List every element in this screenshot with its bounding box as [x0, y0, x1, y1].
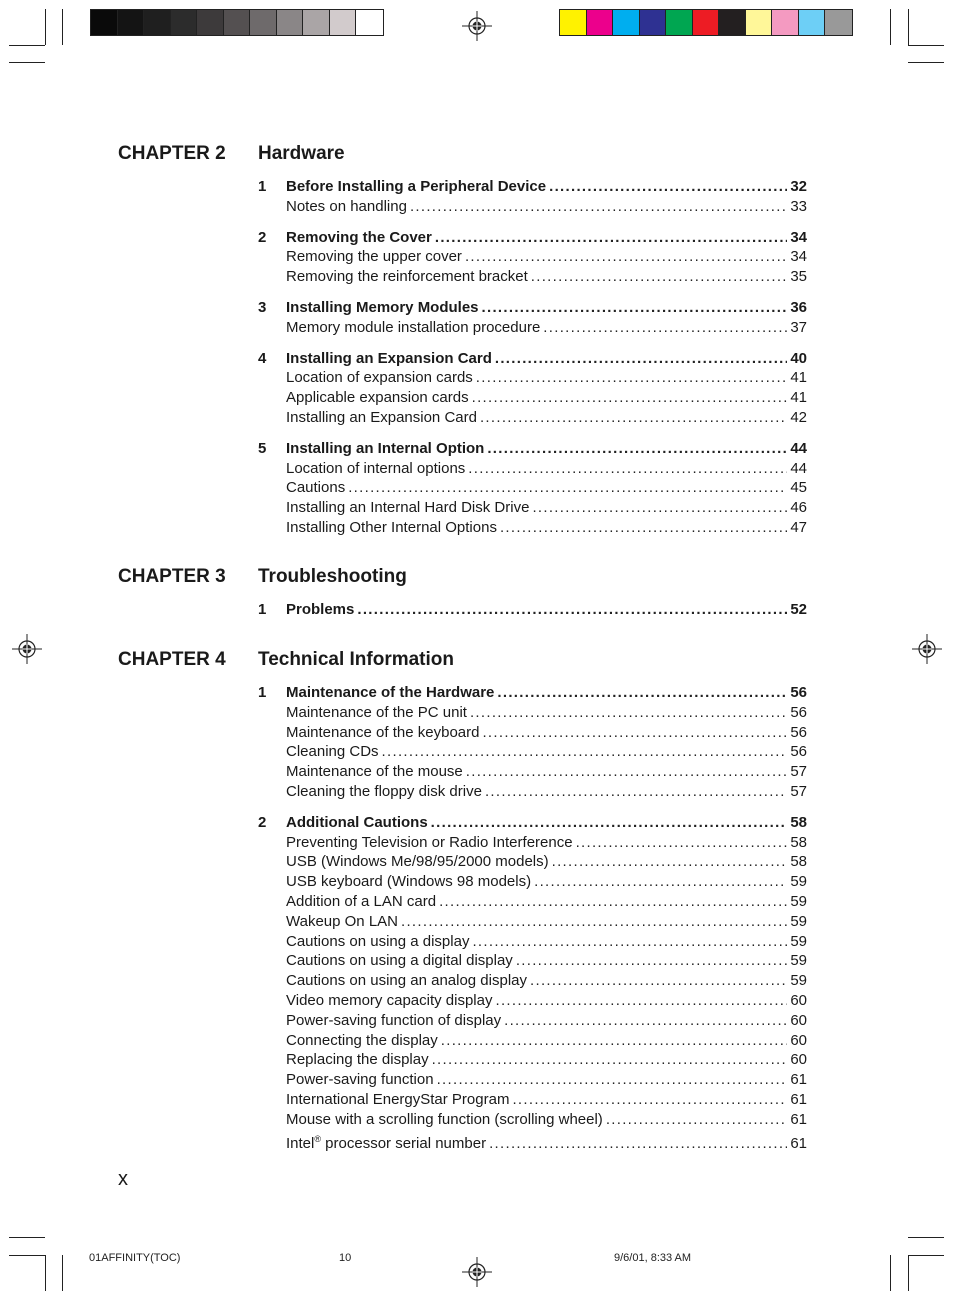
toc-section	[258, 298, 807, 338]
entry-title: Cautions on using a digital display	[286, 952, 513, 970]
page-ref: 40	[790, 349, 807, 367]
color-swatch	[250, 10, 277, 35]
dot-leader	[439, 892, 787, 912]
page-ref: 52	[790, 601, 807, 618]
entry-title: Preventing Television or Radio Interference	[286, 833, 573, 851]
chapter-label: CHAPTER 2	[118, 143, 226, 164]
entry-title: Installing Memory Modules	[286, 299, 479, 316]
entry-title-part: Intel	[286, 1134, 315, 1152]
toc-subentry[interactable]	[258, 197, 807, 217]
chapter-heading	[118, 566, 818, 592]
color-swatch	[330, 10, 357, 35]
section-number: 1	[258, 601, 267, 618]
entry-title: Problems	[286, 601, 355, 618]
toc-subentry[interactable]	[258, 459, 807, 479]
toc-subentry[interactable]	[258, 267, 807, 287]
entry-title: USB (Windows Me/98/95/2000 models)	[286, 853, 549, 871]
page-number-label: x	[118, 1168, 128, 1190]
dot-leader	[432, 1050, 788, 1070]
dot-leader	[495, 349, 787, 369]
entry-title: Maintenance of the keyboard	[286, 723, 480, 741]
page-ref: 59	[790, 892, 807, 910]
color-swatch	[587, 10, 614, 35]
page-ref: 58	[790, 813, 807, 831]
page-ref: 61	[790, 1110, 807, 1128]
toc-section	[258, 683, 807, 802]
dot-leader	[489, 1134, 787, 1154]
toc-subentry[interactable]	[258, 912, 807, 932]
toc-subentry[interactable]	[258, 1090, 807, 1110]
page-ref: 60	[790, 1031, 807, 1049]
chapter-block	[118, 566, 818, 618]
toc-subentry[interactable]	[258, 1110, 807, 1130]
section-number: 2	[258, 813, 267, 831]
toc-subentry[interactable]	[258, 498, 807, 518]
toc-section	[258, 228, 807, 287]
color-swatch	[746, 10, 773, 35]
dot-leader	[497, 683, 787, 703]
color-swatch	[277, 10, 304, 35]
color-swatch	[144, 10, 171, 35]
color-swatch	[772, 10, 799, 35]
chapter-title: Hardware	[258, 143, 345, 164]
page-ref: 57	[790, 782, 807, 800]
entry-title: Replacing the display	[286, 1051, 429, 1069]
toc-section-entry[interactable]	[258, 177, 807, 197]
color-swatch	[224, 10, 251, 35]
chapter-title: Technical Information	[258, 649, 455, 670]
entry-title: Before Installing a Peripheral Device	[286, 178, 547, 195]
entry-title: Removing the Cover	[286, 228, 432, 246]
crop-mark	[890, 1255, 891, 1291]
page-ref: 59	[790, 912, 807, 930]
dot-leader	[482, 298, 788, 318]
dot-leader	[441, 1031, 788, 1051]
crop-mark	[9, 62, 45, 63]
toc-subentry[interactable]	[258, 782, 807, 802]
entry-title: Mouse with a scrolling function (scrolling wheel)	[286, 1110, 603, 1128]
dot-leader	[480, 408, 787, 428]
entry-title: Maintenance of the mouse	[286, 763, 463, 781]
chapter-heading	[118, 143, 818, 169]
page-ref: 45	[790, 479, 807, 497]
toc-subentry[interactable]	[258, 723, 807, 743]
dot-leader	[485, 782, 787, 802]
dot-leader	[431, 813, 788, 833]
toc-subentry[interactable]	[258, 478, 807, 498]
toc-section-entry[interactable]	[258, 600, 807, 620]
section-number: 2	[258, 228, 267, 246]
entry-title: Power-saving function of display	[286, 1011, 502, 1029]
toc-section-entry[interactable]	[258, 813, 807, 833]
section-number: 4	[258, 349, 267, 367]
crop-mark	[908, 1255, 909, 1291]
crop-mark	[9, 1237, 45, 1238]
dot-leader	[382, 742, 788, 762]
toc-subentry[interactable]	[258, 388, 807, 408]
toc-subentry[interactable]	[258, 872, 807, 892]
entry-title	[286, 1130, 489, 1154]
toc-subentry[interactable]	[258, 1031, 807, 1051]
dot-leader	[532, 498, 787, 518]
dot-leader	[500, 518, 787, 538]
page-ref: 44	[790, 459, 807, 477]
dot-leader	[606, 1110, 788, 1130]
crop-mark	[908, 9, 909, 45]
registration-mark-icon	[12, 634, 42, 664]
entry-title: Cautions	[286, 479, 346, 497]
color-swatch	[640, 10, 667, 35]
section-number: 1	[258, 178, 267, 195]
chapter-heading	[118, 649, 818, 675]
dot-leader	[534, 872, 787, 892]
page-ref: 57	[790, 763, 807, 781]
crop-mark	[908, 1237, 944, 1238]
entry-title: Installing Other Internal Options	[286, 518, 497, 536]
dot-leader	[466, 762, 788, 782]
section-number: 1	[258, 684, 267, 701]
page-ref: 34	[790, 228, 807, 246]
color-swatch	[171, 10, 198, 35]
entry-title: Location of expansion cards	[286, 369, 473, 387]
footer-filename: 01AFFINITY(TOC)	[89, 1252, 181, 1264]
entry-title: Removing the upper cover	[286, 248, 462, 266]
toc-section-entry[interactable]	[258, 298, 807, 318]
page-ref: 61	[790, 1134, 807, 1152]
page-ref: 56	[790, 743, 807, 761]
page-ref: 61	[790, 1071, 807, 1089]
footer-page-number: 10	[339, 1252, 352, 1264]
page-ref: 56	[790, 723, 807, 741]
entry-title: Notes on handling	[286, 197, 407, 215]
page-ref: 47	[790, 518, 807, 536]
dot-leader	[472, 932, 787, 952]
color-swatch	[356, 10, 383, 35]
dot-leader	[482, 723, 787, 743]
dot-leader	[576, 833, 788, 853]
toc-subentry[interactable]	[258, 1130, 807, 1150]
page-ref: 59	[790, 972, 807, 990]
dot-leader	[531, 267, 788, 287]
crop-mark	[45, 9, 46, 45]
page-ref: 59	[790, 873, 807, 891]
toc-subentry[interactable]	[258, 971, 807, 991]
page-ref: 59	[790, 932, 807, 950]
entry-title: Applicable expansion cards	[286, 389, 469, 407]
page-ref: 60	[790, 991, 807, 1009]
entry-title: Removing the reinforcement bracket	[286, 268, 528, 286]
entry-title: Additional Cautions	[286, 813, 428, 831]
toc-subentry[interactable]	[258, 518, 807, 538]
entry-title: Installing an Internal Hard Disk Drive	[286, 499, 530, 517]
page-ref: 34	[790, 248, 807, 266]
color-swatch	[719, 10, 746, 35]
dot-leader	[472, 388, 788, 408]
dot-leader	[470, 703, 787, 723]
crop-mark	[9, 1255, 45, 1256]
toc-section	[258, 813, 807, 1150]
registered-mark: ®	[314, 1133, 321, 1144]
entry-title: Cautions on using an analog display	[286, 972, 528, 990]
toc-subentry[interactable]	[258, 1050, 807, 1070]
toc-section-entry[interactable]	[258, 228, 807, 248]
toc-section-entry[interactable]	[258, 349, 807, 369]
color-swatch	[799, 10, 826, 35]
dot-leader	[487, 439, 787, 459]
entry-title: Cautions on using a display	[286, 932, 470, 950]
page-ref: 33	[790, 197, 807, 215]
page-ref: 42	[790, 408, 807, 426]
toc-subentry[interactable]	[258, 833, 807, 853]
page-ref: 32	[790, 178, 807, 195]
crop-mark	[890, 9, 891, 45]
crop-mark	[908, 1255, 944, 1256]
page-ref: 61	[790, 1090, 807, 1108]
toc-section-entry[interactable]	[258, 683, 807, 703]
page-ref: 60	[790, 1011, 807, 1029]
dot-leader	[357, 600, 787, 620]
entry-title: Wakeup On LAN	[286, 912, 398, 930]
page-ref: 41	[790, 369, 807, 387]
dot-leader	[552, 852, 788, 872]
toc-subentry[interactable]	[258, 1070, 807, 1090]
section-number: 3	[258, 299, 267, 316]
entry-title: Addition of a LAN card	[286, 892, 437, 910]
dot-leader	[512, 1090, 787, 1110]
color-swatch	[197, 10, 224, 35]
chapter-label: CHAPTER 4	[118, 649, 226, 670]
chapter-label: CHAPTER 3	[118, 566, 226, 587]
toc-subentry[interactable]	[258, 318, 807, 338]
registration-mark-icon	[462, 11, 492, 41]
color-swatch	[666, 10, 693, 35]
crop-mark	[62, 9, 63, 45]
dot-leader	[468, 459, 787, 479]
toc-section	[258, 600, 807, 620]
dot-leader	[401, 912, 787, 932]
toc-section	[258, 349, 807, 428]
toc-subentry[interactable]	[258, 762, 807, 782]
color-swatch	[693, 10, 720, 35]
entry-title: Location of internal options	[286, 459, 466, 477]
entry-title: Memory module installation procedure	[286, 318, 541, 336]
toc-subentry[interactable]	[258, 247, 807, 267]
dot-leader	[348, 478, 787, 498]
color-swatch	[118, 10, 145, 35]
page-ref: 60	[790, 1051, 807, 1069]
toc-subentry[interactable]	[258, 932, 807, 952]
crop-mark	[908, 62, 944, 63]
dot-leader	[549, 177, 787, 197]
entry-title: Maintenance of the PC unit	[286, 703, 467, 721]
entry-title: Connecting the display	[286, 1031, 438, 1049]
page-ref: 56	[790, 684, 807, 701]
page-ref: 36	[790, 299, 807, 316]
footer-date: 9/6/01, 8:33 AM	[614, 1252, 692, 1264]
color-calibration-bar	[559, 9, 853, 36]
page-ref: 41	[790, 389, 807, 407]
dot-leader	[516, 951, 788, 971]
toc-section-entry[interactable]	[258, 439, 807, 459]
page-ref: 56	[790, 703, 807, 721]
toc-subentry[interactable]	[258, 1011, 807, 1031]
dot-leader	[504, 1011, 787, 1031]
chapter-block	[118, 649, 818, 1152]
entry-title: Maintenance of the Hardware	[286, 684, 495, 701]
dot-leader	[495, 991, 787, 1011]
dot-leader	[437, 1070, 788, 1090]
color-swatch	[560, 10, 587, 35]
toc-section	[258, 439, 807, 538]
toc-subentry[interactable]	[258, 852, 807, 872]
toc-subentry[interactable]	[258, 368, 807, 388]
page-ref: 46	[790, 499, 807, 517]
chapter-block	[118, 143, 818, 536]
entry-title: Power-saving function	[286, 1071, 434, 1089]
entry-title: Video memory capacity display	[286, 991, 493, 1009]
crop-mark	[62, 1255, 63, 1291]
crop-mark	[45, 1255, 46, 1291]
crop-mark	[908, 45, 944, 46]
page-ref: 35	[790, 268, 807, 286]
dot-leader	[476, 368, 788, 388]
color-swatch	[613, 10, 640, 35]
dot-leader	[465, 247, 787, 267]
chapter-title: Troubleshooting	[258, 566, 407, 587]
dot-leader	[543, 318, 787, 338]
page-ref: 37	[790, 318, 807, 336]
color-swatch	[825, 10, 852, 35]
page-ref: 59	[790, 952, 807, 970]
entry-title: USB keyboard (Windows 98 models)	[286, 873, 532, 891]
page-ref: 44	[790, 439, 807, 457]
toc-subentry[interactable]	[258, 951, 807, 971]
section-number: 5	[258, 439, 267, 457]
toc-subentry[interactable]	[258, 408, 807, 428]
entry-title: Installing an Internal Option	[286, 439, 485, 457]
color-swatch	[91, 10, 118, 35]
color-swatch	[303, 10, 330, 35]
dot-leader	[410, 197, 787, 217]
entry-title: Cleaning the floppy disk drive	[286, 782, 482, 800]
dot-leader	[530, 971, 787, 991]
toc-subentry[interactable]	[258, 991, 807, 1011]
toc-subentry[interactable]	[258, 892, 807, 912]
entry-title: Installing an Expansion Card	[286, 349, 492, 367]
registration-mark-icon	[462, 1257, 492, 1287]
toc-subentry[interactable]	[258, 742, 807, 762]
registration-mark-icon	[912, 634, 942, 664]
dot-leader	[435, 228, 787, 248]
entry-title: Installing an Expansion Card	[286, 408, 477, 426]
entry-title: International EnergyStar Program	[286, 1090, 510, 1108]
entry-title-part: processor serial number	[321, 1134, 487, 1152]
grayscale-calibration-bar	[90, 9, 384, 36]
page-ref: 58	[790, 833, 807, 851]
toc-section	[258, 177, 807, 217]
crop-mark	[9, 45, 45, 46]
page-ref: 58	[790, 853, 807, 871]
entry-title: Cleaning CDs	[286, 743, 379, 761]
toc-subentry[interactable]	[258, 703, 807, 723]
